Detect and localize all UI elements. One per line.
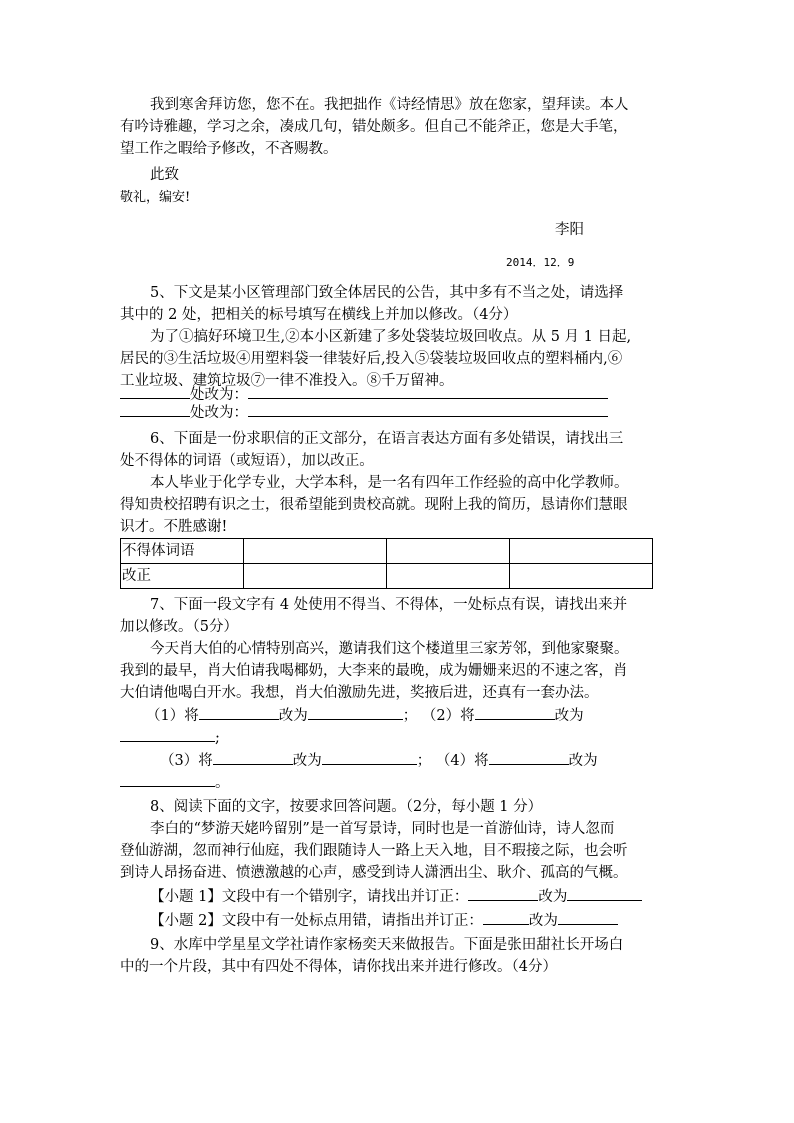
table-cell[interactable]	[387, 564, 510, 589]
passage-text: 大伯请他喝白开水。我想，肖大伯激励先进，奖掖后进，还真有一套办法。	[120, 685, 599, 701]
change-label: 处改为：	[190, 387, 248, 403]
answer-line[interactable]	[120, 750, 715, 772]
letter-text: 识才。不胜感谢!	[120, 519, 228, 535]
sub-question-1[interactable]	[120, 886, 705, 908]
passage-text: 到诗人昂扬奋进、愤懑激越的心声，感受到诗人潇洒出尘、耿介、孤高的气概。	[120, 865, 628, 881]
change-label: 改为	[568, 753, 598, 769]
answer-prefix: （3）将	[160, 753, 213, 769]
answer-blank[interactable]	[120, 727, 215, 742]
answer-blank[interactable]	[483, 910, 529, 925]
separator: ；	[416, 753, 432, 769]
answer-line[interactable]	[120, 727, 675, 749]
question-8: 8、阅读下面的文字，按要求回答问题。（2分，每小题 1 分）	[150, 799, 543, 815]
table-cell[interactable]	[244, 564, 387, 589]
change-label: 改为	[292, 753, 322, 769]
separator: ;	[215, 730, 220, 746]
table-cell[interactable]	[510, 564, 653, 589]
answer-blank[interactable]	[248, 402, 608, 417]
table-header-cell: 改正	[121, 564, 244, 589]
answer-table	[120, 538, 653, 589]
table-cell[interactable]	[244, 539, 387, 564]
answer-blank[interactable]	[468, 886, 538, 901]
separator: ；	[402, 708, 418, 724]
question-6: 处不得体的词语（或短语），加以改正。	[120, 453, 374, 469]
change-label: 改为	[538, 889, 568, 905]
question-7: 7、下面一段文字有 4 处使用不得当、不得体，一处标点有误，请找出来并	[150, 597, 628, 613]
sub-question-2[interactable]	[120, 910, 705, 932]
answer-prefix: （4）将	[435, 753, 489, 769]
change-label: 改为	[528, 913, 558, 929]
notice-text: 工业垃圾、建筑垃圾⑦一律不准投入。⑧千万留神。	[120, 373, 454, 389]
letter-closing: 敬礼，编安!	[120, 190, 191, 205]
passage-text: 李白的“梦游天姥吟留别”是一首写景诗，同时也是一首游仙诗，诗人忽而	[150, 821, 615, 837]
letter-text: 本人毕业于化学专业，大学本科，是一名有四年工作经验的高中化学教师。	[150, 475, 629, 491]
letter-line: 望工作之暇给予修改，不吝赐教。	[120, 141, 338, 157]
answer-blank[interactable]	[558, 910, 618, 925]
letter-line: 有吟诗雅趣，学习之余，凑成几句，错处颇多。但自己不能斧正，您是大手笔，	[120, 119, 628, 135]
answer-blank[interactable]	[120, 402, 190, 417]
sub-question-text: 【小题 2】文段中有一处标点用错，请指出并订正：	[150, 913, 483, 929]
change-label: 改为	[278, 708, 308, 724]
passage-text: 我到的最早，肖大伯请我喝椰奶，大李来的最晚，成为姗姗来迟的不速之客，肖	[120, 663, 628, 679]
answer-line[interactable]	[120, 705, 701, 727]
answer-blank[interactable]	[308, 705, 403, 720]
table-header-cell: 不得体词语	[121, 539, 244, 564]
letter-closing: 此致	[150, 167, 179, 183]
answer-blank[interactable]	[120, 772, 215, 787]
table-cell[interactable]	[387, 539, 510, 564]
answer-blank[interactable]	[567, 886, 642, 901]
notice-text: 居民的③生活垃圾④用塑料袋一律装好后,投入⑤袋装垃圾回收点的塑料桶内,⑥	[120, 351, 623, 367]
answer-blank[interactable]	[120, 384, 190, 399]
table-cell[interactable]	[510, 539, 653, 564]
answer-blank[interactable]	[475, 705, 555, 720]
answer-prefix: （2）将	[421, 708, 475, 724]
change-label: 处改为：	[190, 405, 248, 421]
passage-text: 登仙游湖，忽而神行仙庭，我们跟随诗人一路上天入地，目不瑕接之际，也会听	[120, 843, 628, 859]
question-6: 6、下面是一份求职信的正文部分，在语言表达方面有多处错误，请找出三	[150, 431, 624, 447]
answer-line[interactable]	[120, 772, 675, 794]
question-9: 9、水库中学星星文学社请作家杨奕天来做报告。下面是张田甜社长开场白	[150, 937, 624, 953]
notice-text: 为了①搞好环境卫生,②本小区新建了多处袋装垃圾回收点。从 5 月 1 日起,	[150, 329, 632, 345]
separator: 。	[215, 775, 230, 791]
passage-text: 今天肖大伯的心情特别高兴，邀请我们这个楼道里三家芳邻，到他家聚聚。	[150, 641, 629, 657]
answer-blank[interactable]	[199, 705, 279, 720]
sub-question-text: 【小题 1】文段中有一个错别字，请找出并订正：	[150, 889, 469, 905]
letter-line: 我到寒舍拜访您，您不在。我把拙作《诗经情思》放在您家，望拜读。本人	[150, 97, 629, 113]
answer-blank[interactable]	[322, 750, 417, 765]
answer-blank[interactable]	[489, 750, 569, 765]
letter-date: 2014．12．9	[506, 256, 575, 269]
answer-blank[interactable]	[213, 750, 293, 765]
letter-text: 得知贵校招聘有识之士，很希望能到贵校高就。现附上我的简历，恳请你们慧眼	[120, 497, 628, 513]
change-label: 改为	[554, 708, 584, 724]
question-5: 5、下文是某小区管理部门致全体居民的公告，其中多有不当之处，请选择	[150, 285, 624, 301]
question-5: 其中的 2 处，把相关的标号填写在横线上并加以修改。（4分）	[120, 307, 518, 323]
answer-blank[interactable]	[248, 384, 608, 399]
question-7: 加以修改。（5分）	[120, 619, 238, 635]
letter-signature: 李阳	[555, 222, 584, 238]
answer-line[interactable]	[120, 402, 675, 424]
question-9: 中的一个片段，其中有四处不得体，请你找出来并进行修改。（4分）	[120, 959, 557, 975]
answer-prefix: （1）将	[146, 708, 199, 724]
